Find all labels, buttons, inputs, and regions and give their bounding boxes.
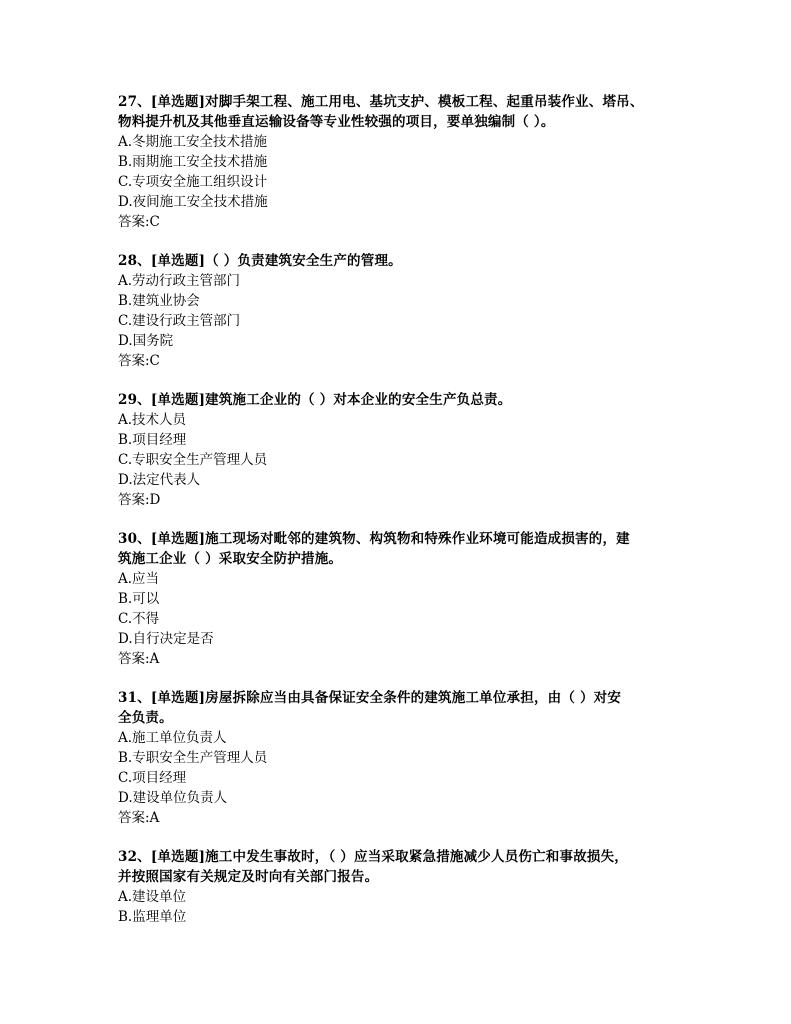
option-b: B.雨期施工安全技术措施 <box>118 154 268 170</box>
option-a: A.冬期施工安全技术措施 <box>118 134 268 150</box>
answer: 答案:D <box>118 492 161 508</box>
question-stem <box>118 529 678 569</box>
option-c: C.项目经理 <box>118 770 187 786</box>
option-b: B.项目经理 <box>118 432 187 448</box>
option-d: D.自行决定是否 <box>118 631 214 647</box>
option-b: B.专职安全生产管理人员 <box>118 750 268 766</box>
question-28 <box>118 251 678 371</box>
stem-line: 筑施工企业（ ）采取安全防护措施。 <box>118 551 343 567</box>
option-a: A.建设单位 <box>118 889 187 905</box>
answer: 答案:A <box>118 810 160 826</box>
option-b: B.建筑业协会 <box>118 293 200 309</box>
answer: 答案:C <box>118 353 160 369</box>
answer: 答案:C <box>118 214 160 230</box>
stem-line: 31、[单选题]房屋拆除应当由具备保证安全条件的建筑施工单位承担，由（ ）对安 <box>118 690 622 706</box>
question-32 <box>118 847 678 927</box>
option-b: B.监理单位 <box>118 909 187 925</box>
stem-line: 28、[单选题]（ ）负责建筑安全生产的管理。 <box>118 253 402 269</box>
option-d: D.夜间施工安全技术措施 <box>118 194 268 210</box>
question-stem <box>118 390 678 410</box>
question-stem <box>118 847 678 887</box>
question-29 <box>118 390 678 510</box>
stem-line: 全负责。 <box>118 710 173 726</box>
question-stem <box>118 92 678 132</box>
stem-line: 32、[单选题]施工中发生事故时，（ ）应当采取紧急措施减少人员伤亡和事故损失， <box>118 849 629 865</box>
option-a: A.劳动行政主管部门 <box>118 273 241 289</box>
question-stem <box>118 251 678 271</box>
option-b: B.可以 <box>118 591 160 607</box>
option-c: C.专职安全生产管理人员 <box>118 452 268 468</box>
question-list <box>118 92 678 946</box>
option-a: A.应当 <box>118 571 160 587</box>
option-a: A.技术人员 <box>118 412 187 428</box>
question-31 <box>118 688 678 828</box>
stem-line: 并按照国家有关规定及时向有关部门报告。 <box>118 869 379 885</box>
option-a: A.施工单位负责人 <box>118 730 227 746</box>
question-27 <box>118 92 678 232</box>
question-stem <box>118 688 678 728</box>
stem-line: 29、[单选题]建筑施工企业的（ ）对本企业的安全生产负总责。 <box>118 392 512 408</box>
option-c: C.不得 <box>118 611 160 627</box>
question-30 <box>118 529 678 669</box>
option-d: D.建设单位负责人 <box>118 790 228 806</box>
answer: 答案:A <box>118 651 160 667</box>
option-d: D.法定代表人 <box>118 472 201 488</box>
option-d: D.国务院 <box>118 333 174 349</box>
option-c: C.建设行政主管部门 <box>118 313 241 329</box>
stem-line: 物料提升机及其他垂直运输设备等专业性较强的项目，要单独编制（ ）。 <box>118 114 555 130</box>
stem-line: 27、[单选题]对脚手架工程、施工用电、基坑支护、模板工程、起重吊装作业、塔吊、 <box>118 94 644 110</box>
option-c: C.专项安全施工组织设计 <box>118 174 268 190</box>
stem-line: 30、[单选题]施工现场对毗邻的建筑物、构筑物和特殊作业环境可能造成损害的，建 <box>118 531 630 547</box>
